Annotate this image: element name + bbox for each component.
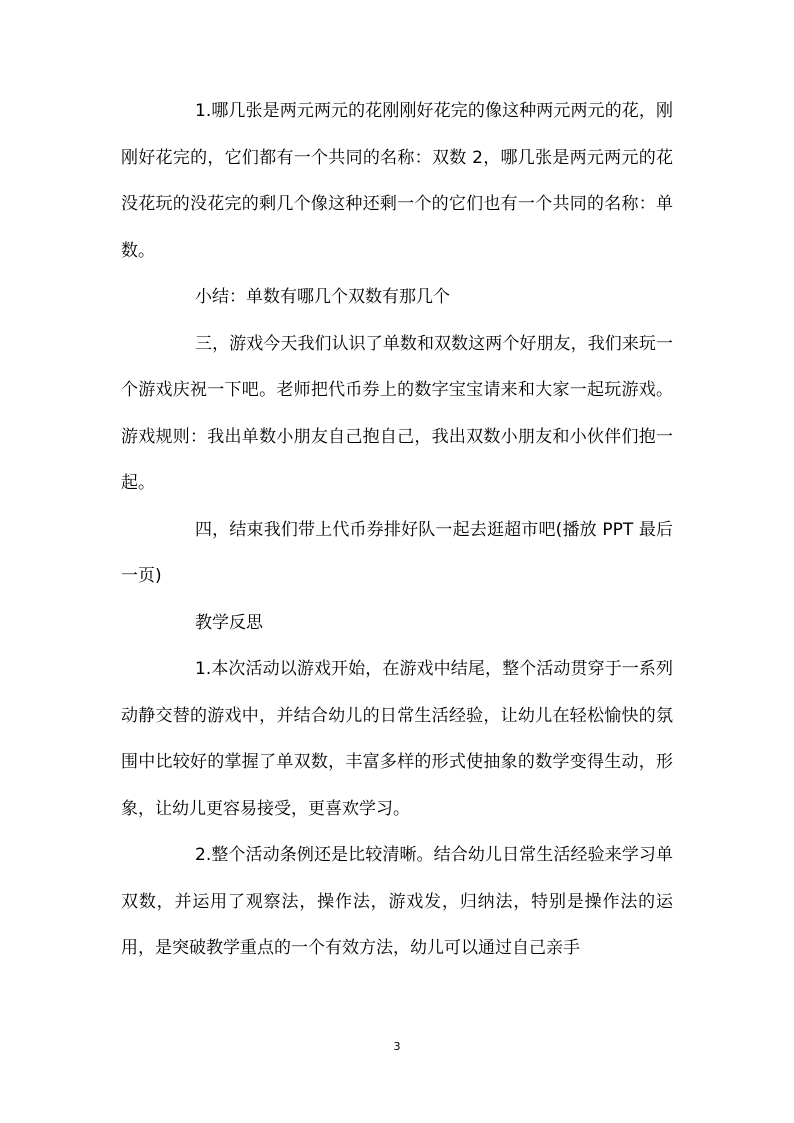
- paragraph-reflection-1: 1.本次活动以游戏开始，在游戏中结尾，整个活动贯穿于一系列动静交替的游戏中，并结合幼儿的日常生活经验，让幼儿在轻松愉快的氛围中比较好的掌握了单双数，丰富多样的形式使抽象的数学变得生动，形象，让幼儿更容易接受，更喜欢学习。: [121, 659, 673, 819]
- paragraph-game: 三，游戏今天我们认识了单数和双数这两个好朋友，我们来玩一个游戏庆祝一下吧。老师把代币券上的数字宝宝请来和大家一起玩游戏。游戏规则：我出单数小朋友自己抱自己，我出双数小朋友和小伙伴们抱一起。: [121, 333, 673, 493]
- paragraph-reflection-2: 2.整个活动条例还是比较清晰。结合幼儿日常生活经验来学习单双数，并运用了观察法，操作法，游戏发，归纳法，特别是操作法的运用，是突破教学重点的一个有效方法，幼儿可以通过自己亲手: [121, 845, 673, 958]
- paragraph-ending: 四，结束我们带上代币券排好队一起去逛超市吧(播放 PPT 最后一页): [121, 519, 673, 586]
- section-heading-reflection: 教学反思: [195, 612, 263, 633]
- paragraph-1: 1.哪几张是两元两元的花刚刚好花完的像这种两元两元的花，刚刚好花完的，它们都有一个共同的名称：双数 2，哪几张是两元两元的花没花玩的没花完的剩几个像这种还剩一个的它们也有一个共同的名称：单数。: [121, 101, 673, 261]
- page-number: 3: [393, 1040, 401, 1053]
- document-body: [121, 88, 673, 972]
- paragraph-summary: 小结：单数有哪几个双数有那几个: [195, 287, 450, 307]
